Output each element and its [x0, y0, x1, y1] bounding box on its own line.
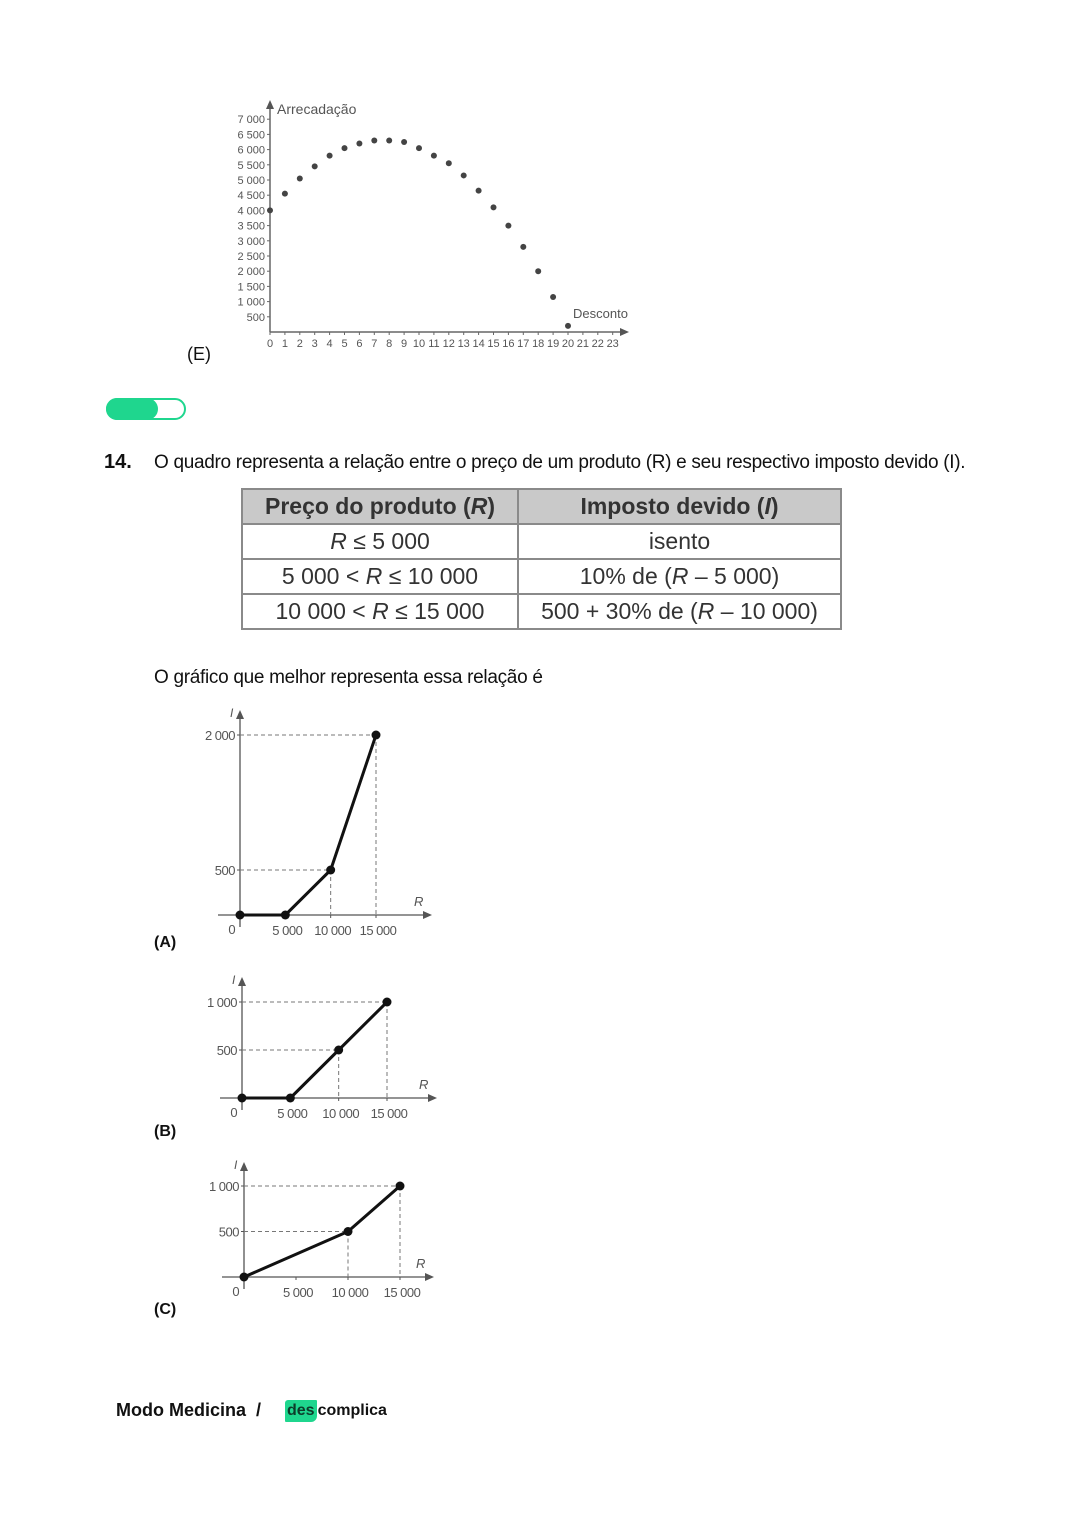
- svg-text:10 000: 10 000: [314, 923, 352, 938]
- svg-text:I: I: [232, 973, 236, 987]
- svg-text:3 000: 3 000: [237, 235, 265, 248]
- svg-text:15 000: 15 000: [359, 923, 397, 938]
- svg-text:0: 0: [230, 1105, 238, 1120]
- svg-text:500: 500: [246, 311, 265, 324]
- svg-text:17: 17: [517, 338, 530, 350]
- descomplica-logo[interactable]: [285, 1400, 387, 1422]
- chart-option-a: [180, 705, 440, 945]
- svg-text:R: R: [414, 894, 424, 909]
- svg-text:2 000: 2 000: [237, 266, 265, 279]
- question-prompt: O gráfico que melhor representa essa relação é: [154, 667, 543, 688]
- svg-text:8: 8: [386, 338, 393, 350]
- svg-text:3: 3: [311, 338, 318, 350]
- svg-text:15 000: 15 000: [383, 1285, 421, 1300]
- svg-text:2 500: 2 500: [237, 251, 265, 263]
- header-tax: Imposto devido (I): [518, 489, 841, 524]
- svg-text:7: 7: [371, 338, 378, 350]
- table-header-row: [242, 489, 841, 524]
- x-tick-labels: [267, 332, 619, 350]
- svg-text:500: 500: [216, 1043, 237, 1058]
- svg-text:15: 15: [487, 338, 500, 350]
- svg-text:4: 4: [326, 338, 333, 350]
- svg-text:5 000: 5 000: [237, 175, 265, 187]
- option-c-label[interactable]: (C): [154, 1301, 177, 1318]
- question-number: 14.: [104, 451, 132, 473]
- svg-text:6: 6: [356, 338, 363, 350]
- tax-table: [241, 488, 842, 630]
- option-b-label[interactable]: (B): [154, 1123, 177, 1140]
- cell-tax: 500 + 30% de (R – 10 000): [518, 594, 841, 629]
- svg-text:0: 0: [266, 338, 274, 350]
- svg-text:2 000: 2 000: [204, 728, 235, 743]
- svg-text:3 500: 3 500: [237, 220, 265, 233]
- svg-text:R: R: [419, 1077, 429, 1092]
- svg-text:500: 500: [214, 863, 235, 878]
- svg-text:5 500: 5 500: [237, 159, 265, 172]
- svg-text:500: 500: [218, 1224, 239, 1240]
- svg-text:0: 0: [232, 1284, 240, 1299]
- cell-price: R ≤ 5 000: [242, 524, 518, 559]
- svg-text:4 000: 4 000: [237, 205, 265, 218]
- svg-text:22: 22: [591, 338, 604, 350]
- svg-text:5 000: 5 000: [277, 1106, 308, 1121]
- svg-text:5 000: 5 000: [272, 923, 303, 938]
- svg-text:18: 18: [532, 338, 545, 350]
- logo-highlight: des: [285, 1400, 317, 1422]
- svg-text:I: I: [230, 706, 234, 720]
- svg-text:10 000: 10 000: [322, 1106, 360, 1121]
- svg-text:4 500: 4 500: [237, 190, 265, 203]
- svg-text:6 000: 6 000: [237, 144, 265, 157]
- chart-option-c: [180, 1157, 440, 1307]
- scatter-points: [267, 137, 571, 328]
- svg-text:1 500: 1 500: [237, 281, 265, 294]
- svg-text:14: 14: [472, 338, 485, 350]
- header-price: Preço do produto (R): [242, 489, 518, 524]
- cell-tax: 10% de (R – 5 000): [518, 559, 841, 594]
- answer-toggle[interactable]: [106, 398, 186, 420]
- svg-text:11: 11: [428, 338, 440, 350]
- svg-text:15 000: 15 000: [370, 1106, 408, 1121]
- cell-tax: isento: [518, 524, 841, 559]
- svg-text:1: 1: [281, 338, 288, 350]
- svg-text:10: 10: [412, 338, 426, 350]
- svg-text:I: I: [234, 1158, 238, 1172]
- y-tick-labels: [237, 114, 270, 324]
- svg-text:10 000: 10 000: [331, 1285, 369, 1300]
- cell-price: 10 000 < R ≤ 15 000: [242, 594, 518, 629]
- chart-option-b: [180, 972, 440, 1127]
- svg-text:0: 0: [228, 922, 236, 937]
- cell-price: 5 000 < R ≤ 10 000: [242, 559, 518, 594]
- svg-text:23: 23: [606, 338, 619, 350]
- table-row: [242, 524, 841, 559]
- x-axis-label: Desconto: [573, 306, 628, 321]
- svg-text:5: 5: [341, 338, 348, 350]
- svg-text:9: 9: [401, 338, 408, 350]
- svg-text:13: 13: [457, 338, 470, 350]
- svg-text:19: 19: [546, 338, 560, 350]
- table-row: [242, 594, 841, 629]
- option-a-label[interactable]: (A): [154, 934, 177, 951]
- svg-text:1 000: 1 000: [208, 1179, 239, 1194]
- toggle-knob: [106, 398, 158, 420]
- svg-text:12: 12: [442, 338, 455, 350]
- logo-text: complica: [317, 1402, 387, 1419]
- table-row: [242, 559, 841, 594]
- svg-text:16: 16: [502, 338, 515, 350]
- svg-text:1 000: 1 000: [206, 995, 237, 1010]
- y-axis-label: Arrecadação: [277, 101, 357, 117]
- svg-text:6 500: 6 500: [237, 129, 265, 142]
- svg-text:7 000: 7 000: [237, 114, 265, 127]
- svg-text:21: 21: [576, 338, 590, 350]
- svg-text:2: 2: [296, 338, 303, 350]
- chart-option-e: [220, 95, 640, 355]
- svg-text:5 000: 5 000: [282, 1285, 314, 1300]
- footer-brand: Modo Medicina /: [116, 1400, 262, 1420]
- option-e-label: (E): [187, 344, 211, 364]
- question-text: O quadro representa a relação entre o preço de um produto (R) e seu respectivo imposto devido (I).: [154, 452, 966, 473]
- svg-text:20: 20: [561, 338, 575, 350]
- svg-text:R: R: [416, 1256, 426, 1271]
- svg-text:1 000: 1 000: [237, 296, 265, 309]
